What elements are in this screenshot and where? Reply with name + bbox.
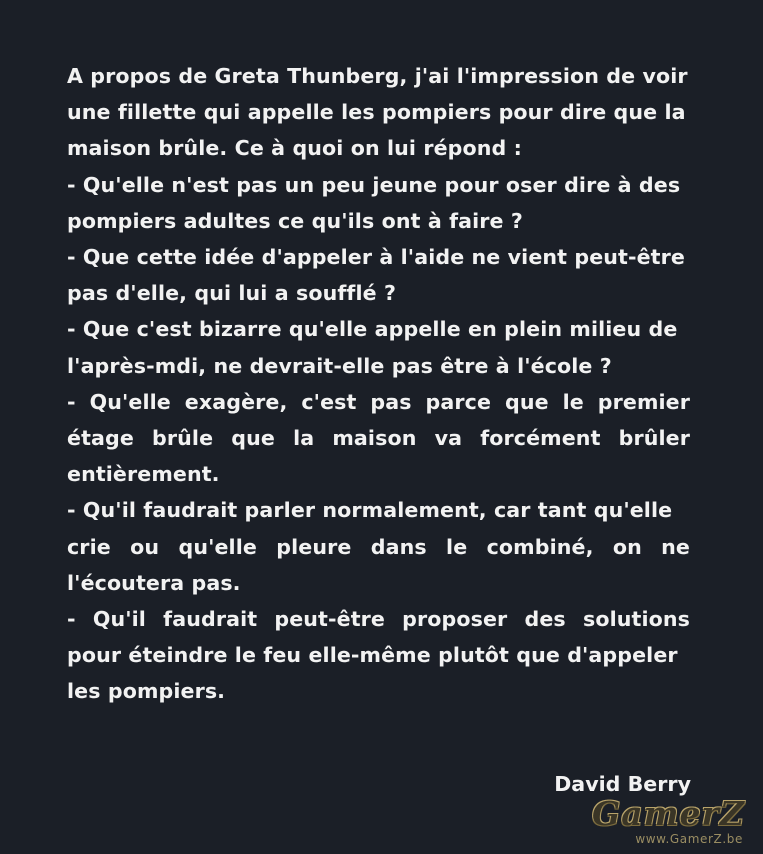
watermark-url: www.GamerZ.be [635,832,743,846]
quote-line: les pompiers. [67,679,226,704]
quote-line: - Qu'elle exagère, c'est pas parce que le premier [67,389,690,414]
quote-line: - Que c'est bizarre qu'elle appelle en plein milieu de [67,317,678,342]
watermark [575,796,745,850]
quote-line: entièrement. [67,462,220,487]
gamerz-logo: GamerZ [592,794,745,833]
quote-line: une fillette qui appelle les pompiers pour dire que la [67,100,686,125]
quote-line: pas d'elle, qui lui a soufflé ? [67,281,397,306]
quote-line: crie ou qu'elle pleure dans le combiné, on ne [67,534,690,559]
author-name: David Berry [554,772,691,796]
quote-line: - Qu'il faudrait parler normalement, car tant qu'elle [67,498,673,523]
quote-text [67,58,690,710]
quote-line: pour éteindre le feu elle-même plutôt que d'appeler [67,643,678,668]
quote-line: étage brûle que la maison va forcément brûler [67,426,690,451]
quote-line: pompiers adultes ce qu'ils ont à faire ? [67,208,523,233]
quote-line: - Que cette idée d'appeler à l'aide ne vient peut-être [67,245,685,270]
quote-line: - Qu'il faudrait peut-être proposer des solutions [67,607,690,632]
quote-line: l'après-mdi, ne devrait-elle pas être à l'école ? [67,353,612,378]
quote-line: - Qu'elle n'est pas un peu jeune pour oser dire à des [67,172,681,197]
quote-line: A propos de Greta Thunberg, j'ai l'impression de voir [67,64,688,88]
quote-line: maison brûle. Ce à quoi on lui répond : [67,136,522,161]
quote-line: l'écoutera pas. [67,570,241,595]
